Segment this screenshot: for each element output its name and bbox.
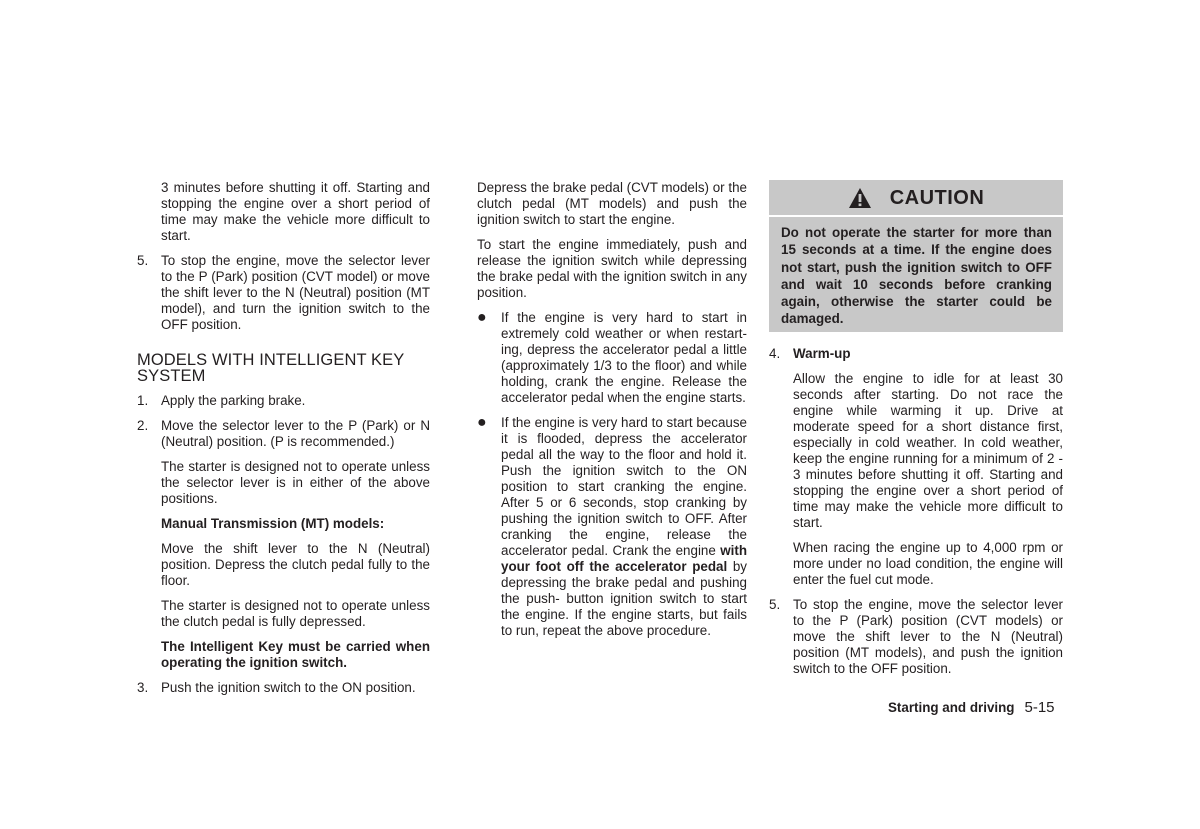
step-text: To stop the engine, move the selector lever to the P (Park) position (CVT models) or move the shift lever to the N (Neutral) position (MT models), and push the ignition switch to the OFF position. (793, 596, 1063, 676)
step-number: 2. (137, 418, 149, 433)
warning-triangle-icon (848, 187, 872, 209)
bullet-text-bold: with your foot off the accelerator pedal (501, 543, 747, 574)
bullet-text-part: If the engine is very hard to start because it is flooded, depress the accelerator pedal all the way to the floor and hold it. Push the ignition switch to the ON position to start cranking the engine. After 5 or 6 seconds, stop cranking by pushing the ignition switch to OFF. After cranking the engine, release the accelerator pedal. Crank the engine (501, 415, 747, 558)
mt-heading: Manual Transmission (MT) models: (161, 516, 385, 531)
step-5-right (769, 597, 1063, 677)
step-number: 4. (769, 345, 781, 361)
step-text: Push the ignition switch to the ON position. (161, 680, 416, 695)
column-right (769, 180, 1063, 677)
step-2 (137, 418, 430, 450)
bullet-flooded (477, 415, 747, 639)
step-title: Warm-up (793, 345, 851, 361)
caution-title: CAUTION (889, 186, 985, 209)
step-text: Move the selector lever to the P (Park) or N (Neutral) position. (P is recommended.) (161, 418, 430, 449)
step-number: 1. (137, 393, 149, 408)
column-middle (477, 180, 747, 639)
step-text: Apply the parking brake. (161, 393, 306, 408)
step-text: To stop the engine, move the selector lever to the P (Park) position (CVT model) or move the shift lever to the N (Neutral) position (MT model), and turn the ignition switch to the OFF position. (161, 253, 430, 332)
caution-text: Do not operate the starter for more than 15 seconds at a time. If the engine does not start, push the ignition switch to OFF and wait 10 seconds before cranking again, otherwise the starter could be damaged. (781, 225, 1052, 327)
bullet-text (501, 415, 747, 639)
paragraph-immediate-start: To start the engine immediately, push and release the ignition switch while depressing the brake pedal with the ignition switch in any position. (477, 237, 747, 300)
column-left (137, 180, 430, 696)
step-number: 5. (769, 596, 781, 612)
caution-header (769, 180, 1063, 217)
intelligent-key-note: The Intelligent Key must be carried when operating the ignition switch. (161, 639, 430, 670)
step-4 (769, 346, 1063, 362)
section-name: Starting and driving (888, 700, 1015, 715)
section-heading: MODELS WITH INTELLIGENT KEY SYSTEM (137, 351, 405, 385)
fuel-cut-paragraph: When racing the engine up to 4,000 rpm or more under no load condition, the engine will enter the fuel cut mode. (793, 539, 1063, 587)
bullet-text: If the engine is very hard to start in extremely cold weather or when restart- ing, depress the accelerator pedal a little (approximately 1/3 to the floor) and while holding, crank the engine. Release the accelerator pedal when the engine starts. (501, 310, 747, 405)
step-1 (137, 393, 430, 409)
bullet-text-part: by depressing the brake pedal and pushing the push- button ignition switch to start the engine. If the engine starts, but fails to run, repeat the above procedure. (501, 559, 747, 638)
warm-up-paragraph: Allow the engine to idle for at least 30 seconds after starting. Do not race the engine while warming it up. Drive at moderate speed for a short distance first, especially in cold weather. In cold weather, keep the engine running for a minimum of 2 - 3 minutes before shutting it off. Starting and stopping the engine over a short period of time may make the vehicle more difficult to start. (793, 370, 1063, 530)
page-footer (888, 699, 1055, 716)
step-5 (137, 253, 430, 333)
step-number: 5. (137, 253, 149, 268)
starter-note: The starter is designed not to operate unless the selector lever is in either of the above positions. (161, 459, 430, 506)
step-3 (137, 680, 430, 696)
bullet-icon: ● (477, 414, 487, 431)
continued-paragraph: 3 minutes before shutting it off. Starting and stopping the engine over a short period of time may make the vehicle more difficult to start. (161, 180, 430, 243)
paragraph-start-engine: Depress the brake pedal (CVT models) or the clutch pedal (MT models) and push the ignition switch to start the engine. (477, 180, 747, 227)
bullet-cold-weather (477, 310, 747, 406)
step-number: 3. (137, 680, 149, 695)
mt-text: Move the shift lever to the N (Neutral) position. Depress the clutch pedal fully to the floor. (161, 541, 430, 588)
bullet-icon: ● (477, 309, 487, 326)
mt-note: The starter is designed not to operate unless the clutch pedal is fully depressed. (161, 598, 430, 629)
caution-box (769, 180, 1063, 332)
page-number: 5-15 (1024, 699, 1055, 716)
